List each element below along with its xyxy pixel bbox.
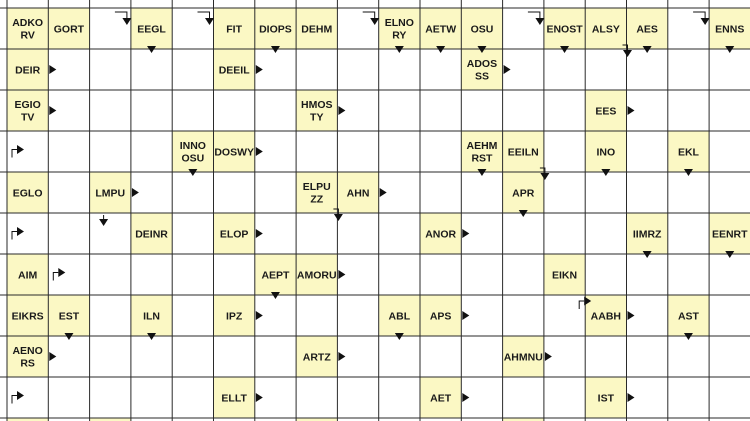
answer-cell[interactable] xyxy=(172,8,213,49)
clue-text: ENNS xyxy=(715,23,745,36)
clue-text: AST xyxy=(677,310,699,323)
answer-cell[interactable] xyxy=(709,131,750,172)
clue-text: DOSWY xyxy=(214,146,254,159)
answer-cell[interactable] xyxy=(90,377,131,418)
clue-text: EEILN xyxy=(507,146,539,159)
answer-cell[interactable] xyxy=(90,295,131,336)
answer-cell[interactable] xyxy=(172,213,213,254)
answer-cell[interactable] xyxy=(131,254,172,295)
answer-cell[interactable] xyxy=(627,172,668,213)
answer-cell[interactable] xyxy=(255,90,296,131)
answer-cell[interactable] xyxy=(379,90,420,131)
answer-cell[interactable] xyxy=(131,131,172,172)
answer-cell[interactable] xyxy=(296,213,337,254)
answer-cell[interactable] xyxy=(296,295,337,336)
clue-text: TV xyxy=(20,111,35,124)
answer-cell[interactable] xyxy=(461,254,502,295)
answer-cell[interactable] xyxy=(544,377,585,418)
clue-text: OSU xyxy=(470,23,494,36)
clue-text: ALSY xyxy=(591,23,620,36)
clue-text: AHN xyxy=(346,187,370,200)
clue-text: EIKRS xyxy=(11,310,44,323)
answer-cell[interactable] xyxy=(420,172,461,213)
clue-text: RV xyxy=(20,29,35,42)
clue-text: EES xyxy=(595,105,617,118)
answer-cell[interactable] xyxy=(668,8,709,49)
clue-text: EGLO xyxy=(12,187,43,200)
answer-cell[interactable] xyxy=(90,90,131,131)
answer-cell[interactable] xyxy=(7,131,48,172)
answer-cell[interactable] xyxy=(627,336,668,377)
clue-text: EIKN xyxy=(552,269,578,282)
clue-text: ARTZ xyxy=(302,351,331,364)
clue-text: DIOPS xyxy=(259,23,292,36)
answer-cell[interactable] xyxy=(172,49,213,90)
answer-cell[interactable] xyxy=(668,172,709,213)
clue-text: AET xyxy=(430,392,452,405)
clue-text: ENOST xyxy=(546,23,583,36)
answer-cell[interactable] xyxy=(48,254,89,295)
clue-text: RY xyxy=(392,29,407,42)
answer-cell[interactable] xyxy=(90,254,131,295)
answer-cell[interactable] xyxy=(461,90,502,131)
answer-cell[interactable] xyxy=(7,377,48,418)
answer-cell[interactable] xyxy=(296,377,337,418)
answer-cell[interactable] xyxy=(337,213,378,254)
clue-text: HMOS xyxy=(301,99,333,112)
clue-text: ILN xyxy=(143,310,161,323)
clue-text: ADKO xyxy=(12,17,44,30)
answer-cell[interactable] xyxy=(627,131,668,172)
answer-cell[interactable] xyxy=(585,213,626,254)
answer-cell[interactable] xyxy=(668,336,709,377)
answer-cell[interactable] xyxy=(544,49,585,90)
clue-text: ZZ xyxy=(310,193,324,206)
answer-cell[interactable] xyxy=(585,49,626,90)
answer-cell[interactable] xyxy=(255,336,296,377)
answer-cell[interactable] xyxy=(214,172,255,213)
answer-cell[interactable] xyxy=(668,254,709,295)
answer-cell[interactable] xyxy=(172,295,213,336)
clue-text: ADOS xyxy=(466,58,498,71)
clue-text: AABH xyxy=(590,310,622,323)
answer-cell[interactable] xyxy=(544,213,585,254)
answer-cell[interactable] xyxy=(668,49,709,90)
clue-text: EGIO xyxy=(14,99,41,112)
answer-cell[interactable] xyxy=(172,336,213,377)
clue-text: GORT xyxy=(53,23,85,36)
answer-cell[interactable] xyxy=(337,295,378,336)
answer-cell[interactable] xyxy=(48,377,89,418)
answer-cell[interactable] xyxy=(214,336,255,377)
clue-text: RS xyxy=(20,357,35,370)
answer-cell[interactable] xyxy=(461,336,502,377)
answer-cell[interactable] xyxy=(420,49,461,90)
clue-text: SS xyxy=(474,70,489,83)
answer-cell[interactable] xyxy=(90,131,131,172)
answer-cell[interactable] xyxy=(627,49,668,90)
clue-text: LMPU xyxy=(95,187,126,200)
answer-cell[interactable] xyxy=(420,131,461,172)
clue-text: APR xyxy=(512,187,535,200)
answer-cell[interactable] xyxy=(131,49,172,90)
answer-cell[interactable] xyxy=(420,254,461,295)
answer-cell[interactable] xyxy=(585,172,626,213)
answer-cell[interactable] xyxy=(48,172,89,213)
answer-cell[interactable] xyxy=(379,49,420,90)
answer-cell[interactable] xyxy=(337,131,378,172)
clue-text: INNO xyxy=(179,140,206,153)
clue-text: EENRT xyxy=(711,228,748,241)
answer-cell[interactable] xyxy=(709,254,750,295)
clue-text: EKL xyxy=(677,146,699,159)
answer-cell[interactable] xyxy=(337,49,378,90)
answer-cell[interactable] xyxy=(90,213,131,254)
clue-text: AETW xyxy=(425,23,457,36)
answer-cell[interactable] xyxy=(379,254,420,295)
answer-cell[interactable] xyxy=(7,213,48,254)
answer-cell[interactable] xyxy=(668,90,709,131)
answer-cell[interactable] xyxy=(172,172,213,213)
answer-cell[interactable] xyxy=(131,336,172,377)
answer-cell[interactable] xyxy=(131,377,172,418)
clue-text: IST xyxy=(597,392,615,405)
answer-cell[interactable] xyxy=(379,213,420,254)
answer-cell[interactable] xyxy=(503,8,544,49)
answer-cell[interactable] xyxy=(585,336,626,377)
answer-cell[interactable] xyxy=(503,213,544,254)
answer-cell[interactable] xyxy=(709,336,750,377)
answer-cell[interactable] xyxy=(90,336,131,377)
answer-cell[interactable] xyxy=(172,377,213,418)
clue-text: IIMRZ xyxy=(632,228,662,241)
answer-cell[interactable] xyxy=(544,90,585,131)
clue-text: AHMNU xyxy=(503,351,543,364)
answer-cell[interactable] xyxy=(296,49,337,90)
answer-cell[interactable] xyxy=(544,131,585,172)
answer-cell[interactable] xyxy=(296,131,337,172)
answer-cell[interactable] xyxy=(48,131,89,172)
answer-cell[interactable] xyxy=(420,336,461,377)
answer-cell[interactable] xyxy=(503,377,544,418)
answer-cell[interactable] xyxy=(709,377,750,418)
answer-cell[interactable] xyxy=(503,295,544,336)
clue-text: AMORU xyxy=(296,269,337,282)
clue-text: AENO xyxy=(12,345,43,358)
answer-cell[interactable] xyxy=(585,254,626,295)
clue-text: FIT xyxy=(226,23,243,36)
answer-cell[interactable] xyxy=(709,172,750,213)
clue-text: ABL xyxy=(388,310,411,323)
answer-cell[interactable] xyxy=(48,213,89,254)
answer-cell[interactable] xyxy=(337,377,378,418)
clue-text: AES xyxy=(636,23,658,36)
clue-text: INO xyxy=(596,146,616,159)
answer-cell[interactable] xyxy=(544,172,585,213)
answer-cell[interactable] xyxy=(420,90,461,131)
clue-text: DEHM xyxy=(301,23,333,36)
clue-text: RST xyxy=(471,152,493,165)
answer-cell[interactable] xyxy=(337,8,378,49)
answer-cell[interactable] xyxy=(214,90,255,131)
answer-cell[interactable] xyxy=(379,131,420,172)
clue-text: ELPU xyxy=(302,181,331,194)
answer-cell[interactable] xyxy=(668,213,709,254)
clue-text: OSU xyxy=(181,152,205,165)
answer-cell[interactable] xyxy=(461,172,502,213)
clue-text: APS xyxy=(429,310,452,323)
clue-text: AEHM xyxy=(466,140,498,153)
answer-cell[interactable] xyxy=(131,90,172,131)
answer-cell[interactable] xyxy=(709,49,750,90)
answer-cell[interactable] xyxy=(172,254,213,295)
clue-text: DEEIL xyxy=(218,64,250,77)
clue-text: EEGL xyxy=(137,23,166,36)
clue-text: ELOP xyxy=(219,228,249,241)
answer-cell[interactable] xyxy=(709,90,750,131)
clue-text: DEINR xyxy=(135,228,168,241)
answer-cell[interactable] xyxy=(172,90,213,131)
clue-text: AEPT xyxy=(261,269,290,282)
clue-text: ELLT xyxy=(221,392,247,405)
clue-text: IPZ xyxy=(225,310,243,323)
clue-text: ANOR xyxy=(425,228,457,241)
answer-cell[interactable] xyxy=(379,336,420,377)
answer-cell[interactable] xyxy=(90,8,131,49)
clue-text: TY xyxy=(310,111,324,124)
clue-text: EST xyxy=(58,310,80,323)
answer-cell[interactable] xyxy=(90,49,131,90)
clue-text: DEIR xyxy=(15,64,41,77)
answer-cell[interactable] xyxy=(214,254,255,295)
answer-cell[interactable] xyxy=(709,295,750,336)
answer-cell[interactable] xyxy=(627,254,668,295)
answer-cell[interactable] xyxy=(503,90,544,131)
answer-cell[interactable] xyxy=(255,172,296,213)
clue-text: AIM xyxy=(18,269,38,282)
answer-cell[interactable] xyxy=(668,377,709,418)
answer-cell[interactable] xyxy=(503,254,544,295)
clue-text: ELNO xyxy=(384,17,414,30)
answer-cell[interactable] xyxy=(379,377,420,418)
